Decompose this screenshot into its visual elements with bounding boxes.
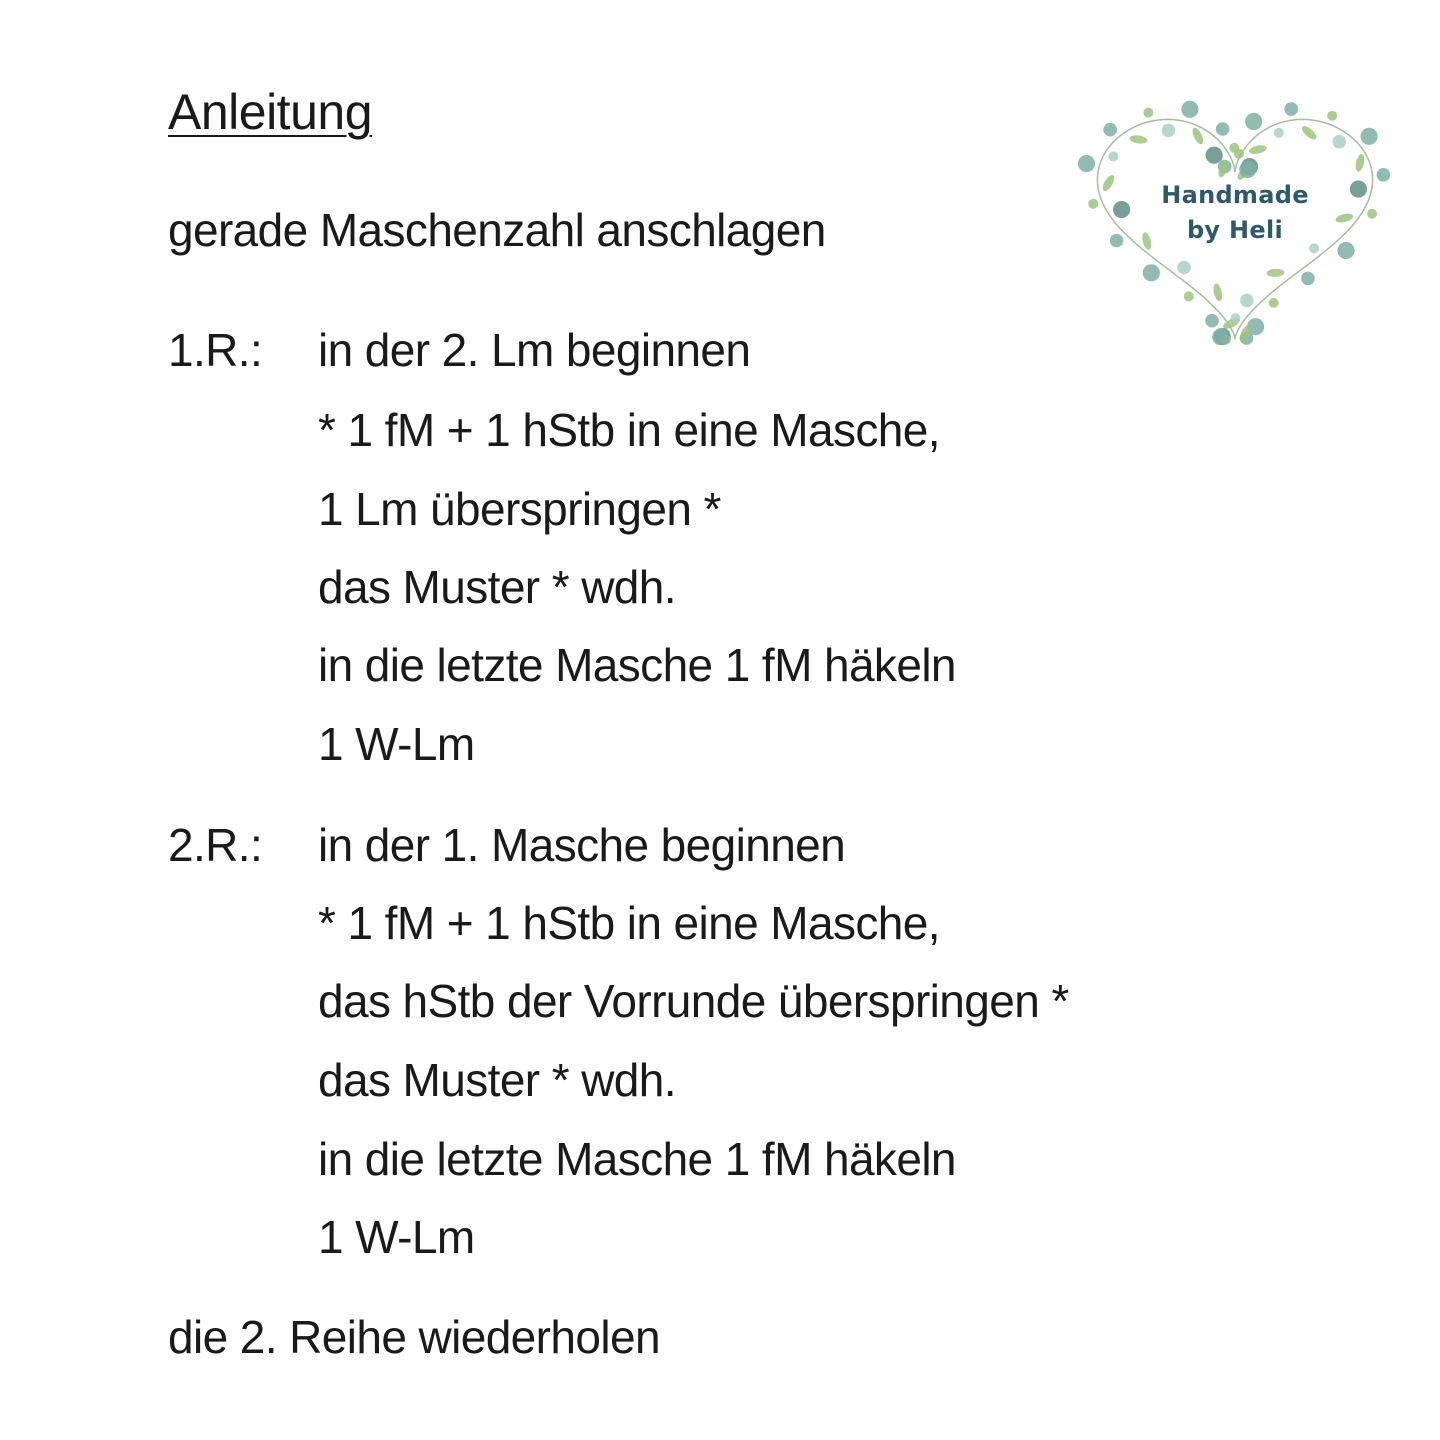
row-step: in die letzte Masche 1 fM häkeln (318, 639, 956, 691)
leaf-icon (1216, 122, 1230, 136)
handmade-by-heli-logo (1075, 70, 1395, 345)
leaf-icon (1266, 268, 1284, 277)
row-step: 1 W-Lm (318, 718, 475, 770)
row-step: 1 W-Lm (318, 1211, 475, 1263)
leaf-icon (1212, 283, 1224, 302)
row-step: in die letzte Masche 1 fM häkeln (318, 1133, 956, 1185)
leaf-icon (1248, 144, 1267, 156)
leaf-icon (1184, 291, 1194, 301)
leaf-icon (1231, 313, 1241, 323)
leaf-icon (1181, 101, 1198, 118)
leaf-icon (1206, 147, 1223, 164)
leaf-icon (1212, 328, 1229, 345)
leaf-icon (1143, 264, 1160, 281)
leaf-icon (1078, 155, 1095, 172)
leaf-icon (1108, 151, 1118, 161)
leaf-icon (1284, 102, 1298, 116)
intro-text: gerade Maschenzahl anschlagen (168, 204, 826, 256)
leaf-icon (1234, 149, 1244, 159)
leaf-icon (1333, 135, 1347, 149)
row-step: das hStb der Vorrunde überspringen * (318, 975, 1069, 1027)
leaf-icon (1245, 113, 1262, 130)
row-label: 2.R.: (168, 819, 263, 871)
leaf-icon (1269, 298, 1279, 308)
row-step: * 1 fM + 1 hStb in eine Masche, (318, 404, 940, 456)
leaf-icon (1239, 161, 1256, 178)
leaf-icon (1361, 128, 1378, 145)
leaf-icon (1162, 124, 1176, 138)
leaf-icon (1205, 314, 1219, 328)
leaf-icon (1300, 124, 1319, 142)
leaf-icon (1103, 123, 1117, 137)
leaf-icon (1177, 261, 1191, 275)
outro-text: die 2. Reihe wiederholen (168, 1311, 660, 1363)
logo-text-line1: Handmade (1161, 181, 1309, 209)
leaf-icon (1354, 153, 1366, 172)
leaf-icon (1129, 134, 1148, 145)
leaf-icon (1327, 111, 1337, 121)
row-step: das Muster * wdh. (318, 561, 676, 613)
row-step: * 1 fM + 1 hStb in eine Masche, (318, 897, 940, 949)
page-title: Anleitung (168, 84, 372, 140)
row-step: das Muster * wdh. (318, 1054, 676, 1106)
leaf-icon (1301, 272, 1315, 286)
leaf-icon (1143, 108, 1153, 118)
row-step: 1 Lm überspringen * (318, 483, 721, 535)
leaf-icon (1274, 128, 1284, 138)
leaf-icon (1240, 294, 1254, 308)
logo-text-line2: by Heli (1186, 216, 1284, 244)
row-step: in der 2. Lm beginnen (318, 324, 751, 376)
row-step: in der 1. Masche beginnen (318, 819, 846, 871)
row-label: 1.R.: (168, 324, 263, 376)
